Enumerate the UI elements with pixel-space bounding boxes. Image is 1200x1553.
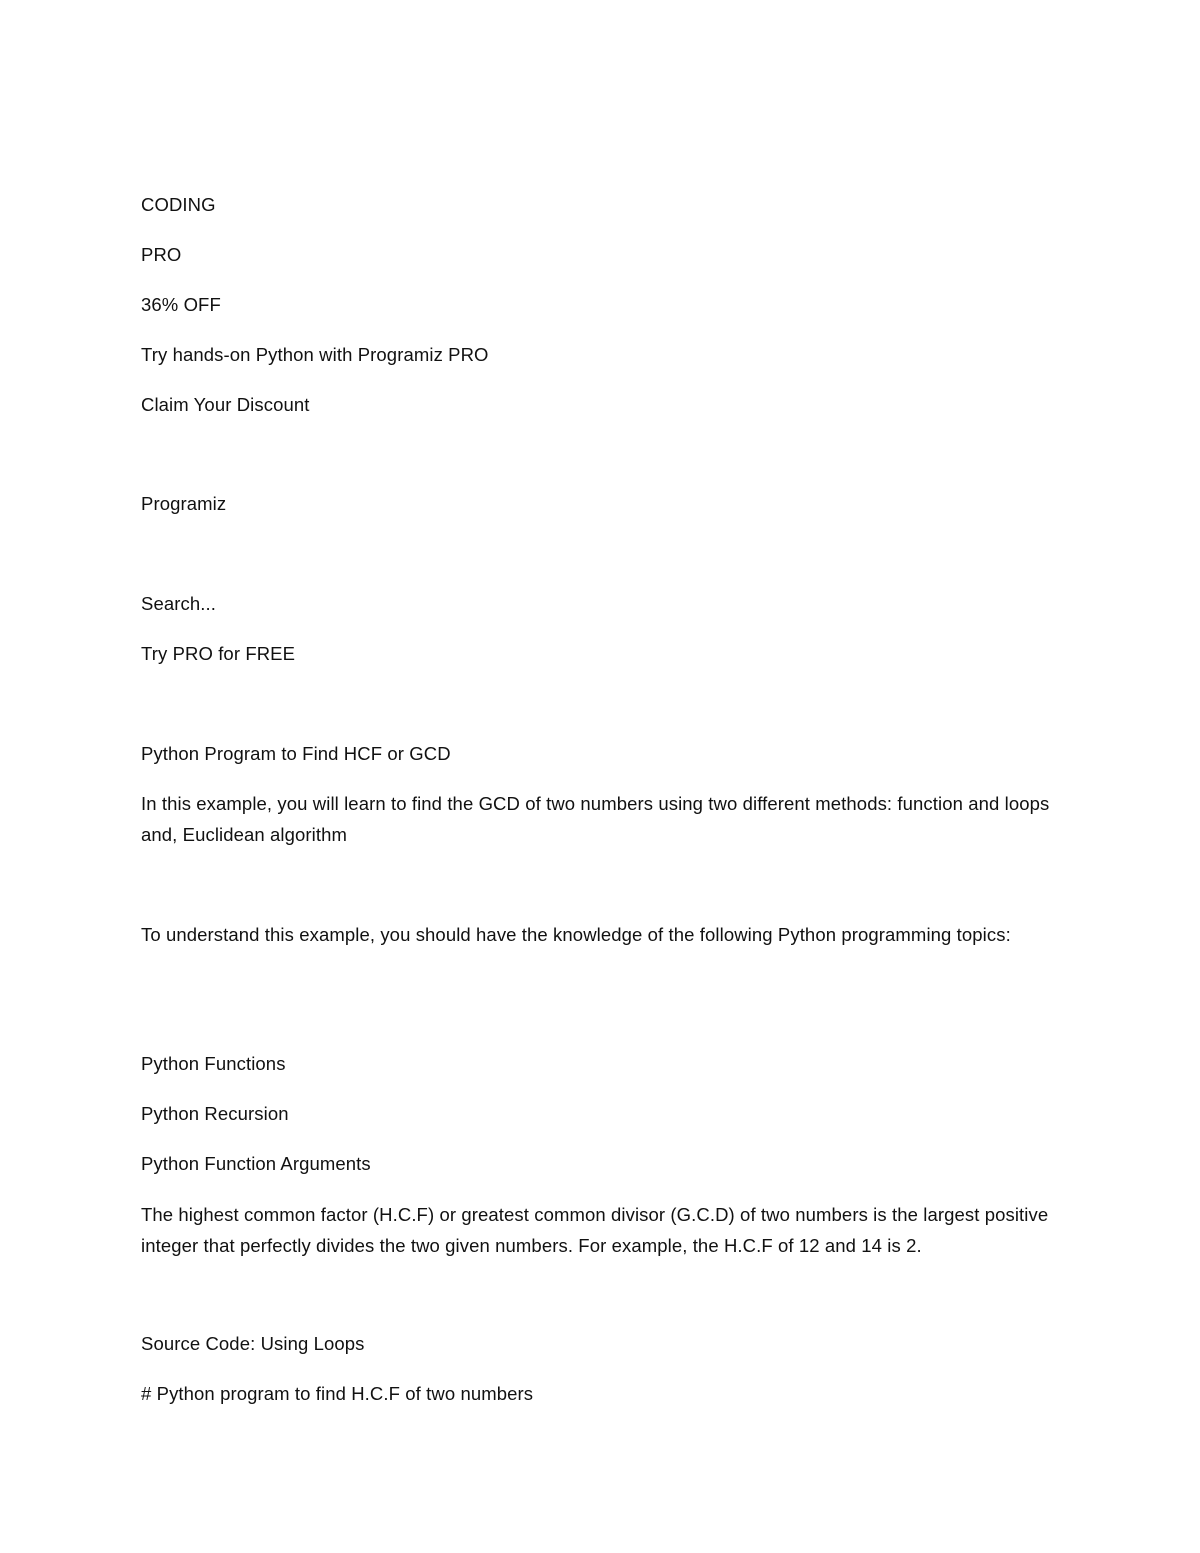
prerequisite-paragraph: To understand this example, you should have the knowledge of the following Python programming topics:	[141, 924, 1011, 945]
search-text: Search...	[141, 593, 216, 614]
promo-tagline: Try hands-on Python with Programiz PRO	[141, 344, 489, 365]
section-heading: Source Code: Using Loops	[141, 1333, 365, 1354]
definition-paragraph: The highest common factor (H.C.F) or greatest common divisor (G.C.D) of two numbers is the largest positive integer that perfectly divides the two given numbers. For example, the H.C.F of 12 and 14 is 2.	[141, 1204, 1049, 1256]
promo-tier: PRO	[141, 244, 182, 265]
try-pro-text: Try PRO for FREE	[141, 643, 296, 664]
promo-brand: CODING	[141, 194, 216, 215]
topic-item: Python Recursion	[141, 1103, 289, 1124]
code-comment: # Python program to find H.C.F of two numbers	[141, 1383, 534, 1404]
promo-discount: 36% OFF	[141, 294, 221, 315]
topic-item: Python Function Arguments	[141, 1153, 371, 1174]
site-name: Programiz	[141, 493, 227, 514]
topic-item: Python Functions	[141, 1053, 286, 1074]
page-title: Python Program to Find HCF or GCD	[141, 743, 451, 764]
promo-cta-text: Claim Your Discount	[141, 394, 310, 415]
intro-paragraph: In this example, you will learn to find the GCD of two numbers using two different methods: function and loops and, Euclidean algorithm	[141, 793, 1050, 845]
